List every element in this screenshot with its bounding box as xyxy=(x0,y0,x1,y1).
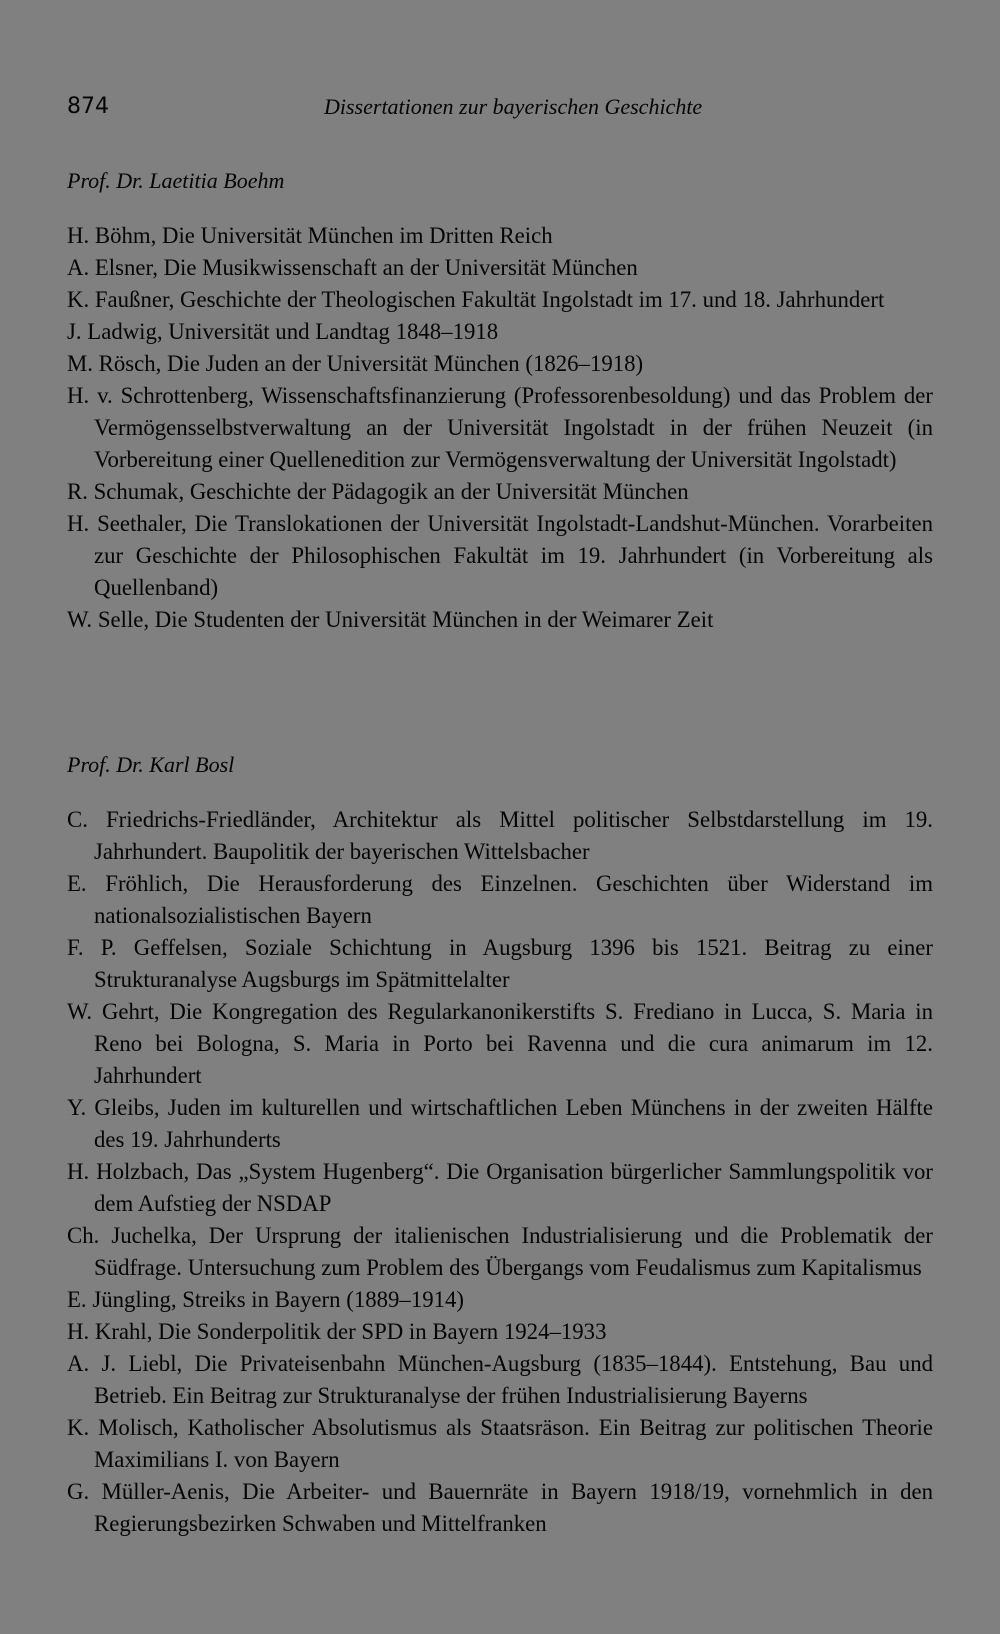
dissertation-entry: A. J. Liebl, Die Privateisenbahn München-Augsburg (1835–1844). Entstehung, Bau und Betrieb. Ein Beitrag zur Strukturanalyse der frühen Industrialisierung Bayerns xyxy=(67,1351,933,1408)
dissertation-entry: R. Schumak, Geschichte der Pädagogik an der Universität München xyxy=(67,479,689,504)
section-boehm xyxy=(67,166,933,636)
dissertation-list xyxy=(67,804,933,1540)
dissertation-entry: F. P. Geffelsen, Soziale Schichtung in Augsburg 1396 bis 1521. Beitrag zu einer Strukturanalyse Augsburgs im Spätmittelalter xyxy=(67,935,933,992)
section-heading: Prof. Dr. Karl Bosl xyxy=(67,752,235,777)
dissertation-entry: W. Gehrt, Die Kongregation des Regularkanonikerstifts S. Frediano in Lucca, S. Maria in Reno bei Bologna, S. Maria in Porto bei Ravenna und die cura animarum im 12. Jahrhundert xyxy=(67,999,933,1088)
dissertation-entry: J. Ladwig, Universität und Landtag 1848–1918 xyxy=(67,319,499,344)
running-title: Dissertationen zur bayerischen Geschichte xyxy=(324,94,703,119)
dissertation-entry: Ch. Juchelka, Der Ursprung der italienischen Industrialisierung und die Problematik der Südfrage. Untersuchung zum Problem des Übergangs vom Feudalismus zum Kapitalismus xyxy=(67,1223,933,1280)
dissertation-entry: K. Faußner, Geschichte der Theologischen Fakultät Ingolstadt im 17. und 18. Jahrhundert xyxy=(67,287,885,312)
dissertation-entry: K. Molisch, Katholischer Absolutismus als Staatsräson. Ein Beitrag zur politischen Theorie Maximilians I. von Bayern xyxy=(67,1415,933,1472)
dissertation-entry: H. Holzbach, Das „System Hugenberg“. Die Organisation bürgerlicher Sammlungspolitik vor dem Aufstieg der NSDAP xyxy=(67,1159,933,1216)
dissertation-entry: C. Friedrichs-Friedländer, Architektur als Mittel politischer Selbstdarstellung im 19. Jahrhundert. Baupolitik der bayerischen Wittelsbacher xyxy=(67,807,933,864)
dissertation-entry: H. v. Schrottenberg, Wissenschaftsfinanzierung (Professorenbesoldung) und das Problem der Vermögensselbstverwaltung an der Universität Ingolstadt in der frühen Neuzeit (in Vorbereitung einer Quellenedition zur Vermögensverwaltung der Universität Ingolstadt) xyxy=(67,383,933,472)
dissertation-list xyxy=(67,220,933,636)
dissertation-entry: H. Krahl, Die Sonderpolitik der SPD in Bayern 1924–1933 xyxy=(67,1319,607,1344)
dissertation-entry: H. Seethaler, Die Translokationen der Universität Ingolstadt-Landshut-München. Vorarbeiten zur Geschichte der Philosophischen Fakultät im 19. Jahrhundert (in Vorbereitung als Quellenband) xyxy=(67,511,933,600)
page-number: 874 xyxy=(67,94,109,119)
section-heading: Prof. Dr. Laetitia Boehm xyxy=(67,168,285,193)
dissertation-entry: H. Böhm, Die Universität München im Dritten Reich xyxy=(67,223,553,248)
dissertation-entry: G. Müller-Aenis, Die Arbeiter- und Bauernräte in Bayern 1918/19, vornehmlich in den Regierungsbezirken Schwaben und Mittelfranken xyxy=(67,1479,933,1536)
section-bosl xyxy=(67,750,933,1540)
page-header xyxy=(67,94,933,124)
dissertation-entry: M. Rösch, Die Juden an der Universität München (1826–1918) xyxy=(67,351,644,376)
dissertation-entry: W. Selle, Die Studenten der Universität München in der Weimarer Zeit xyxy=(67,607,714,632)
dissertation-entry: Y. Gleibs, Juden im kulturellen und wirtschaftlichen Leben Münchens in der zweiten Hälfte des 19. Jahrhunderts xyxy=(67,1095,933,1152)
dissertation-entry: A. Elsner, Die Musikwissenschaft an der Universität München xyxy=(67,255,638,280)
dissertation-entry: E. Fröhlich, Die Herausforderung des Einzelnen. Geschichten über Widerstand im nationalsozialistischen Bayern xyxy=(67,871,933,928)
dissertation-entry: E. Jüngling, Streiks in Bayern (1889–1914) xyxy=(67,1287,465,1312)
